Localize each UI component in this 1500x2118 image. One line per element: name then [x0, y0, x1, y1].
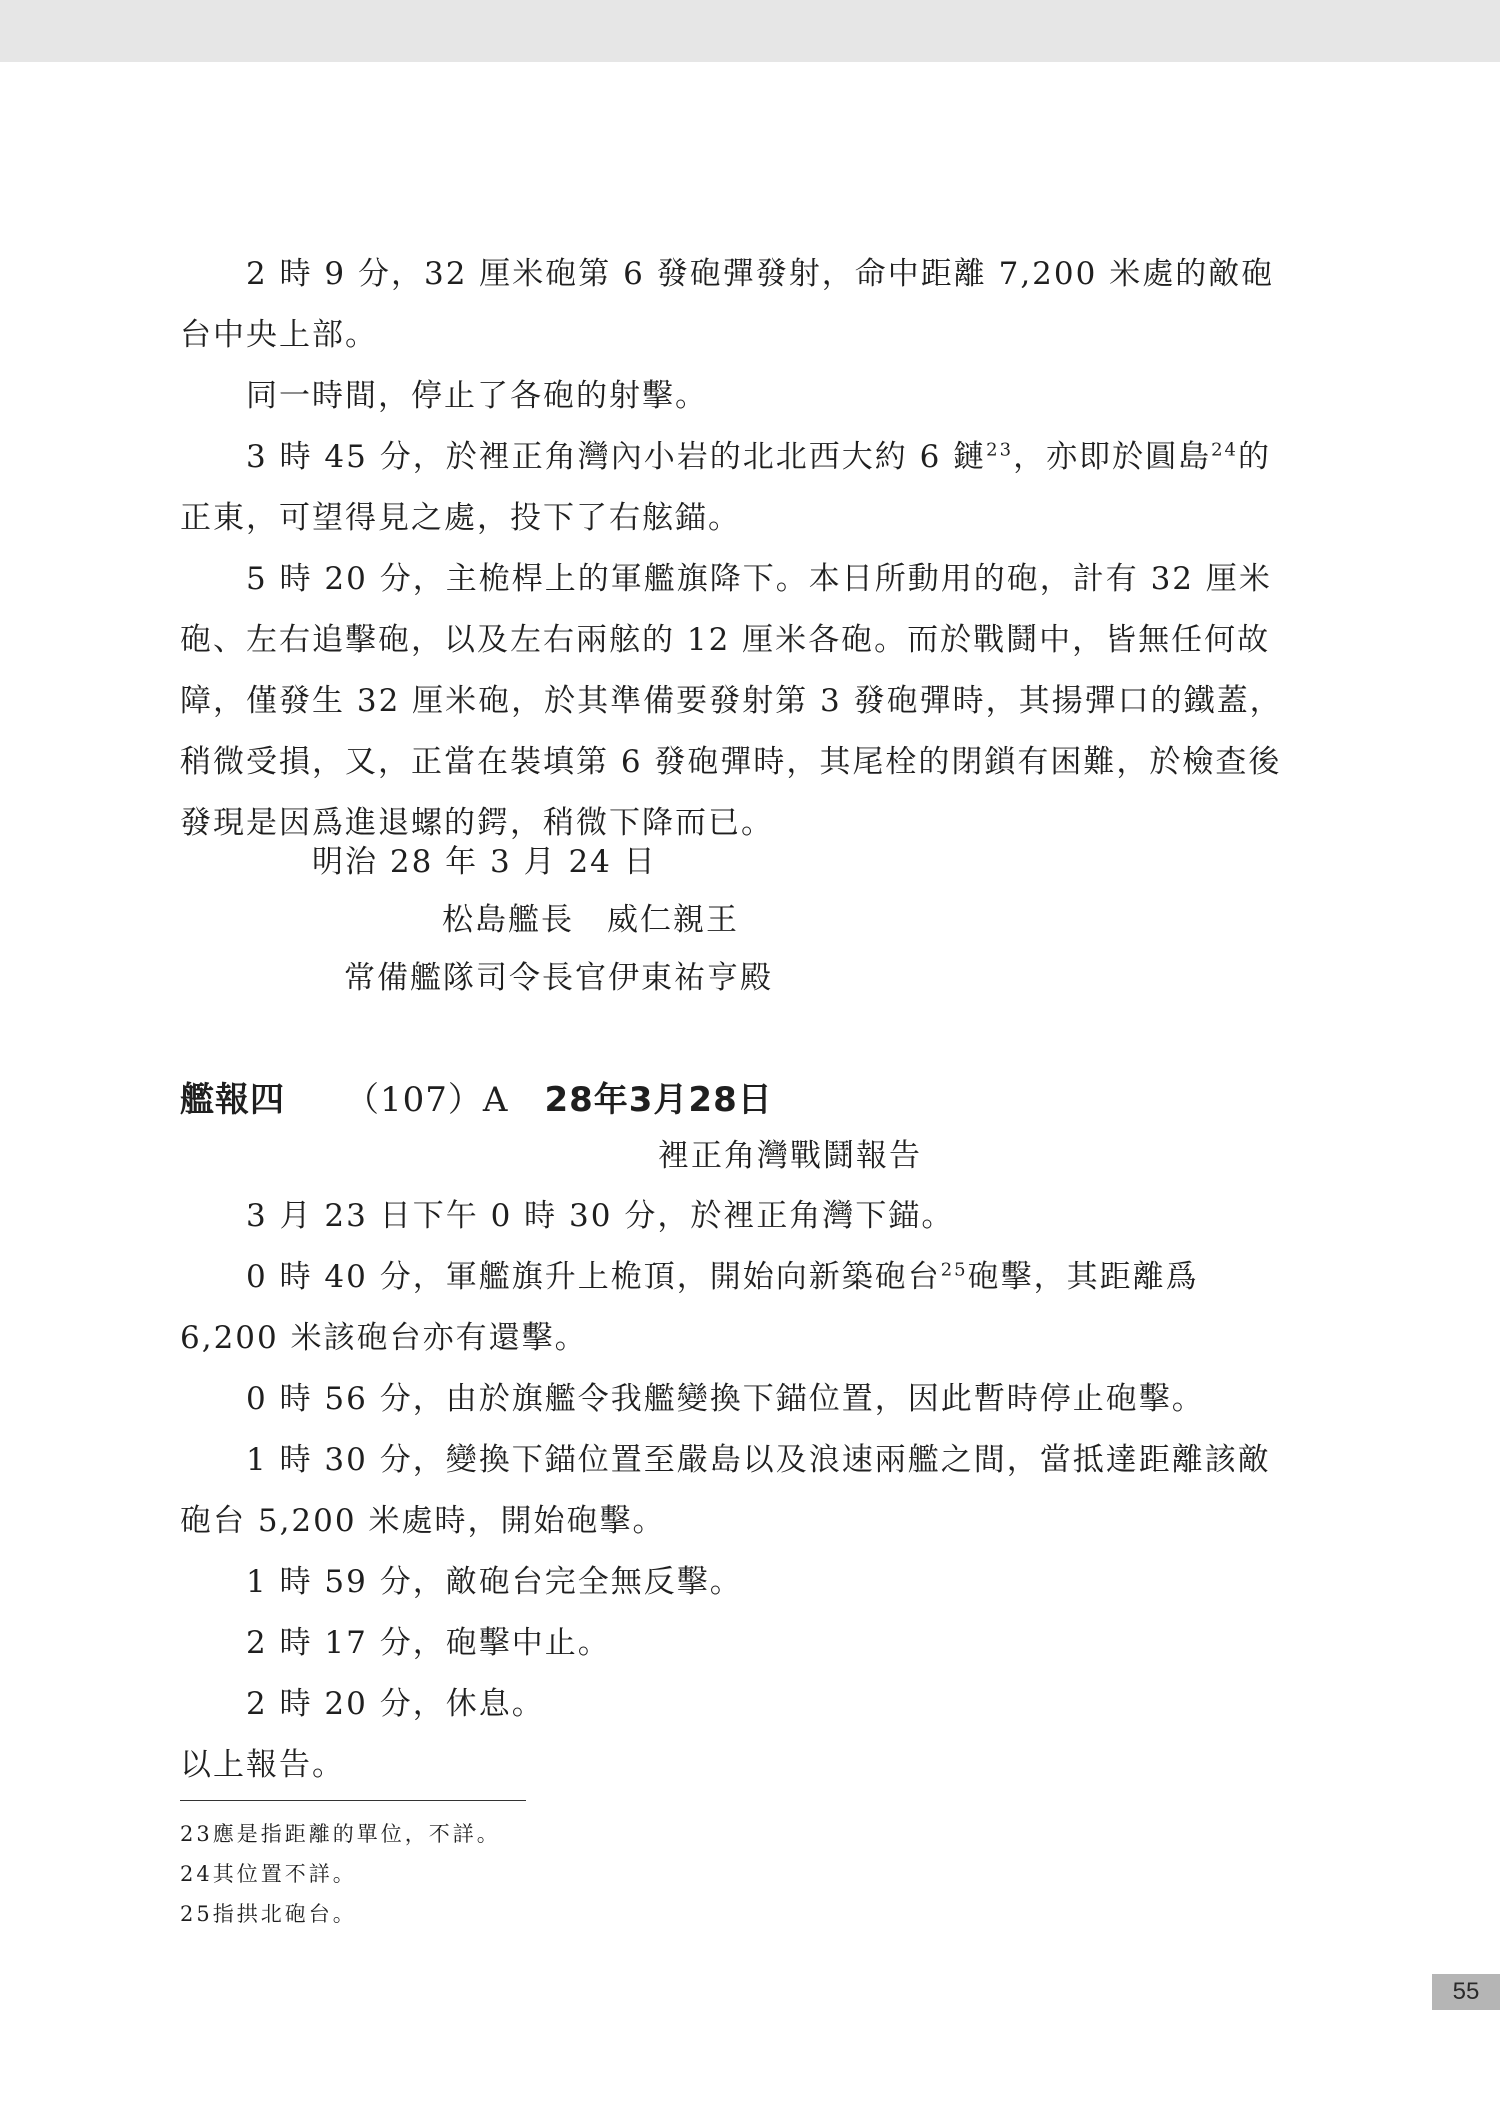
footnote-ref-25[interactable]: 25: [940, 1259, 968, 1281]
heading-label: 艦報四: [180, 1080, 285, 1120]
paragraph-3: [180, 427, 1300, 549]
footnote-ref-23[interactable]: 23: [986, 439, 1014, 461]
footnote-24: 24其位置不詳。: [180, 1862, 357, 1886]
closing-line: 以上報告。: [180, 1747, 345, 1783]
s2-paragraph-4: 1 時 30 分，變換下錨位置至嚴島以及浪速兩艦之間，當抵達距離該敵砲台 5,200 米處時，開始砲擊。: [180, 1442, 1271, 1539]
heading-date: 28年3月28日: [544, 1080, 773, 1120]
report-subtitle: 裡正角灣戰鬪報告: [658, 1138, 922, 1174]
paragraph-3-part-a: 3 時 45 分，於裡正角灣內小岩的北北西大約 6 鏈: [246, 439, 987, 475]
s2-paragraph-6: 2 時 17 分，砲擊中止。: [246, 1625, 611, 1661]
s2-paragraph-1: 3 月 23 日下午 0 時 30 分，於裡正角灣下錨。: [246, 1198, 955, 1234]
s2-paragraph-2: [180, 1247, 1300, 1369]
footnote-ref-24[interactable]: 24: [1211, 439, 1238, 461]
report-addressee: 常備艦隊司令長官伊東祐亨殿: [344, 960, 773, 996]
heading-code: （107）A: [345, 1080, 509, 1120]
s2-paragraph-5: 1 時 59 分，敵砲台完全無反擊。: [246, 1564, 743, 1600]
s2-paragraph-7: 2 時 20 分，休息。: [246, 1686, 545, 1722]
paragraph-2: 同一時間，停止了各砲的射擊。: [246, 378, 708, 414]
paragraph-3-part-b: ，亦即於圓島: [1013, 439, 1212, 475]
page-number: 55: [1432, 1974, 1500, 2010]
section2-heading: [180, 1072, 773, 1121]
s2-paragraph-2-part-b: 砲擊，其距離爲 6,200 米該砲台亦有還擊。: [180, 1259, 1199, 1356]
s2-paragraph-2-part-a: 0 時 40 分，軍艦旗升上桅頂，開始向新築砲台: [246, 1259, 941, 1295]
report-date: 明治 28 年 3 月 24 日: [312, 844, 657, 880]
section1-body: [180, 244, 1300, 854]
section2-body: [180, 1186, 1300, 1796]
footnote-23: 23應是指距離的單位，不詳。: [180, 1822, 501, 1846]
scan-top-band: [0, 0, 1500, 62]
footnote-divider: [180, 1800, 526, 1801]
paragraph-1: 2 時 9 分，32 厘米砲第 6 發砲彈發射，命中距離 7,200 米處的敵砲台中央上部。: [180, 256, 1275, 353]
footnote-25: 25指拱北砲台。: [180, 1902, 357, 1926]
s2-paragraph-3: 0 時 56 分，由於旗艦令我艦變換下錨位置，因此暫時停止砲擊。: [246, 1381, 1205, 1417]
report-signer: 松島艦長 威仁親王: [442, 902, 739, 938]
paragraph-3-part-c: 的正東，可望得見之處，投下了右舷錨。: [180, 439, 1271, 536]
paragraph-4: 5 時 20 分，主桅桿上的軍艦旗降下。本日所動用的砲，計有 32 厘米砲、左右追擊砲，以及左右兩舷的 12 厘米各砲。而於戰鬪中，皆無任何故障，僅發生 32 厘米砲，於其準備要發射第 3 發砲彈時，其揚彈口的鐵蓋，稍微受損，又，正當在裝填第 6 發砲彈時，其尾栓的閉鎖有困難，於檢查後發現是因爲進退螺的鍔，稍微下降而已。: [180, 561, 1283, 841]
footnotes: [180, 1814, 501, 1934]
